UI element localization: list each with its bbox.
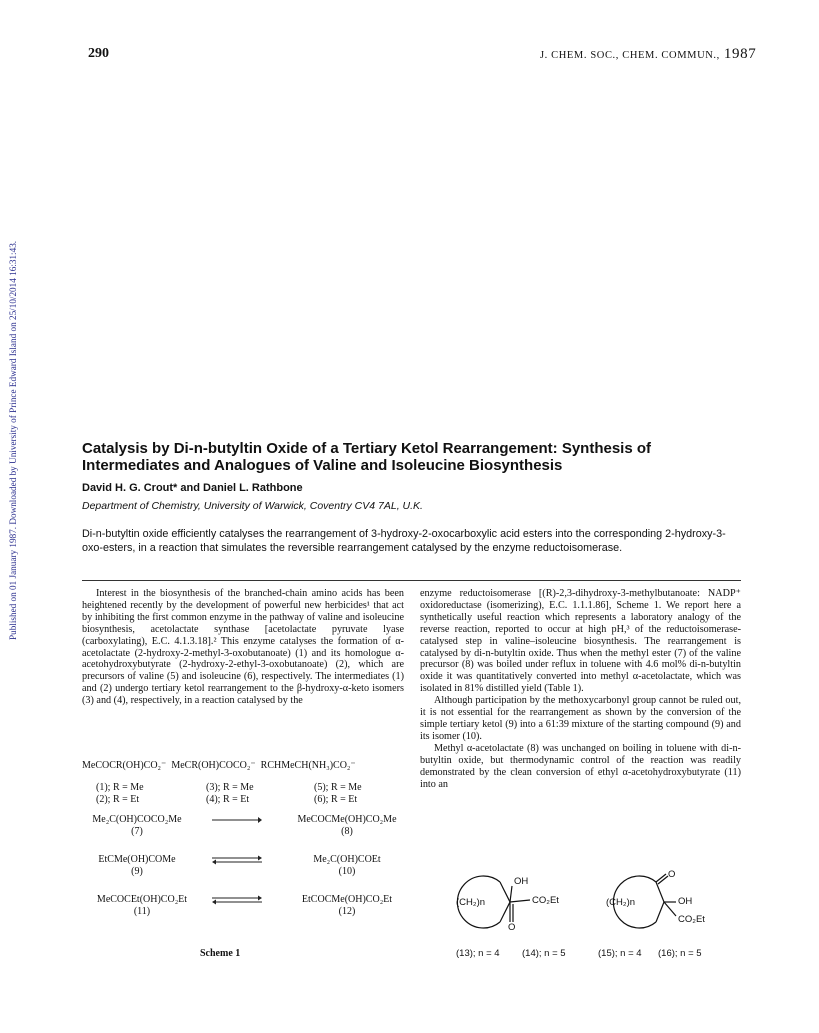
ring-label: (CH₂)n — [456, 897, 486, 908]
compound-12 — [282, 894, 412, 917]
label: (5); R = Me — [314, 782, 362, 793]
journal-header — [540, 46, 756, 63]
formula: EtCOCMe(OH)CO₂Et — [301, 894, 393, 905]
formula: Me₂C(OH)COCO₂Me — [92, 814, 182, 825]
paragraph: Interest in the biosynthesis of the branched-chain amino acids has been heightened recently by the development of powerful new herbicides¹ that act by inhibiting the first common enzyme in the pathway of valine and isoleucine biosynthesis, acetolactate synthase [acetolactate pyruvate lyase (carboxylating), E.C. 4.1.3.18].² This enzyme catalyses the formation of α-acetolactate (2-hydroxy-2-methyl-3-oxobutanoate) (1) and its homologue α-acetohydroxybutyrate (2-hydroxy-2-ethyl-3-oxobutanoate) (2), which are precursors of valine (5) and isoleucine (6), respectively. The intermediates (1) and (2) undergo tertiary ketol rearrangement to the β-hydroxy-α-keto isomers (3) and (4), respectively, in a reaction catalysed by the — [82, 588, 404, 707]
formula: MeCOCEt(OH)CO₂Et — [96, 894, 188, 905]
structure-label-16: (16); n = 5 — [658, 948, 702, 959]
provenance-sidebar[interactable] — [2, 160, 18, 640]
structure-label-15: (15); n = 4 — [598, 948, 642, 959]
formula: MeCOCMe(OH)CO₂Me — [297, 814, 397, 825]
article-authors: David H. G. Crout* and Daniel L. Rathbone — [82, 482, 303, 494]
paragraph: Methyl α-acetolactate (8) was unchanged on boiling in toluene with di-n-butyltin oxide, but thermodynamic control of the reaction was readily demonstrated by the clean conversion of ethyl α-acetohydroxybutyrate (11) into an — [420, 742, 741, 790]
compound-11 — [72, 894, 212, 917]
journal-year: 1987 — [723, 46, 757, 62]
label-3-4 — [206, 782, 254, 805]
label-5-6 — [314, 782, 362, 805]
divider — [82, 580, 741, 581]
hydroxyl-label: OH — [678, 896, 693, 907]
scheme-row1 — [82, 760, 356, 772]
formula-acid-3: MeCR(OH)COCO₂⁻ — [171, 760, 256, 771]
provenance-link[interactable]: Published on 01 January 1987. Downloaded by University of Prince Edward Island on 25/10/2014 16:31:43. — [8, 240, 18, 640]
ester-label: CO₂Et — [678, 914, 705, 925]
oxo-label: O — [668, 869, 676, 880]
label: (3); R = Me — [206, 782, 254, 793]
compound-9 — [72, 854, 202, 877]
label: (1); R = Me — [96, 782, 144, 793]
compound-number: (9) — [131, 865, 143, 877]
label: (2); R = Et — [96, 793, 140, 805]
compound-number: (12) — [338, 905, 356, 917]
page-number: 290 — [88, 46, 109, 61]
compound-number: (7) — [131, 825, 143, 837]
formula-amino-5: RCHMeCH(NH₃)CO₂⁻ — [260, 760, 356, 771]
paragraph: enzyme reductoisomerase [(R)-2,3-dihydroxy-3-methylbutanoate: NADP⁺ oxidoreductase (isomerizing), E.C. 1.1.1.86], Scheme 1. We report here a synthetically useful reaction which represents a laboratory analogy of the reverse reaction, reported to occur at high pH,³ of the reductoisomerase-catalysed step in valine–isoleucine biosynthesis. The rearrangement is catalysed by di-n-butyltin oxide. Thus when the methyl ester (7) of the valine precursor (8) was boiled under reflux in toluene with 4.6 mol% di-n-butyltin oxide it was quantitatively converted into methyl α-acetolactate, which was isolated in 81% distilled yield (Table 1). — [420, 588, 741, 695]
ring-label: (CH₂)n — [606, 897, 636, 908]
column-right — [420, 588, 741, 790]
article-abstract: Di-n-butyltin oxide efficiently catalyses the rearrangement of 3-hydroxy-2-oxocarboxylic acid esters into the corresponding 2-hydroxy-3-oxo-esters, in a reaction that simulates the reversible rearrangement catalysed by the enzyme reductoisomerase. — [82, 528, 726, 554]
structure-label-14: (14); n = 5 — [522, 948, 566, 959]
formula: Me₂C(OH)COEt — [313, 854, 381, 865]
article-title: Catalysis by Di-n-butyltin Oxide of a Tertiary Ketol Rearrangement: Synthesis of Intermediates and Analogues of Valine and Isoleucine Biosynthesis — [82, 440, 652, 474]
equilibrium-arrow — [212, 854, 262, 866]
forward-arrow — [212, 814, 262, 826]
formula-acid-1: MeCOCR(OH)CO₂⁻ — [82, 760, 167, 771]
compound-number: (11) — [133, 905, 151, 917]
compound-number: (10) — [338, 865, 356, 877]
ester-label: CO₂Et — [532, 895, 559, 906]
structure-label-13: (13); n = 4 — [456, 948, 500, 959]
equilibrium-arrow — [212, 894, 262, 906]
oxo-label: O — [508, 922, 516, 933]
article-department: Department of Chemistry, University of Warwick, Coventry CV4 7AL, U.K. — [82, 500, 423, 512]
formula: EtCMe(OH)COMe — [98, 854, 176, 865]
compound-number: (8) — [341, 825, 353, 837]
label: (6); R = Et — [314, 793, 358, 805]
hydroxyl-label: OH — [514, 876, 529, 887]
scheme-1 — [82, 760, 412, 950]
scheme-caption: Scheme 1 — [200, 948, 241, 959]
compound-10 — [282, 854, 412, 877]
label-1-2 — [96, 782, 144, 805]
journal-name: J. CHEM. SOC., CHEM. COMMUN., — [540, 50, 720, 61]
column-left — [82, 588, 404, 707]
paragraph: Although participation by the methoxycarbonyl group cannot be ruled out, it is not essential for the rearrangement as shown by the conversion of the simple tertiary ketol (9) into a 61:39 mixture of the starting compound (9) and its isomer (10). — [420, 695, 741, 742]
label: (4); R = Et — [206, 793, 250, 805]
compound-8 — [282, 814, 412, 837]
compound-7 — [72, 814, 202, 837]
